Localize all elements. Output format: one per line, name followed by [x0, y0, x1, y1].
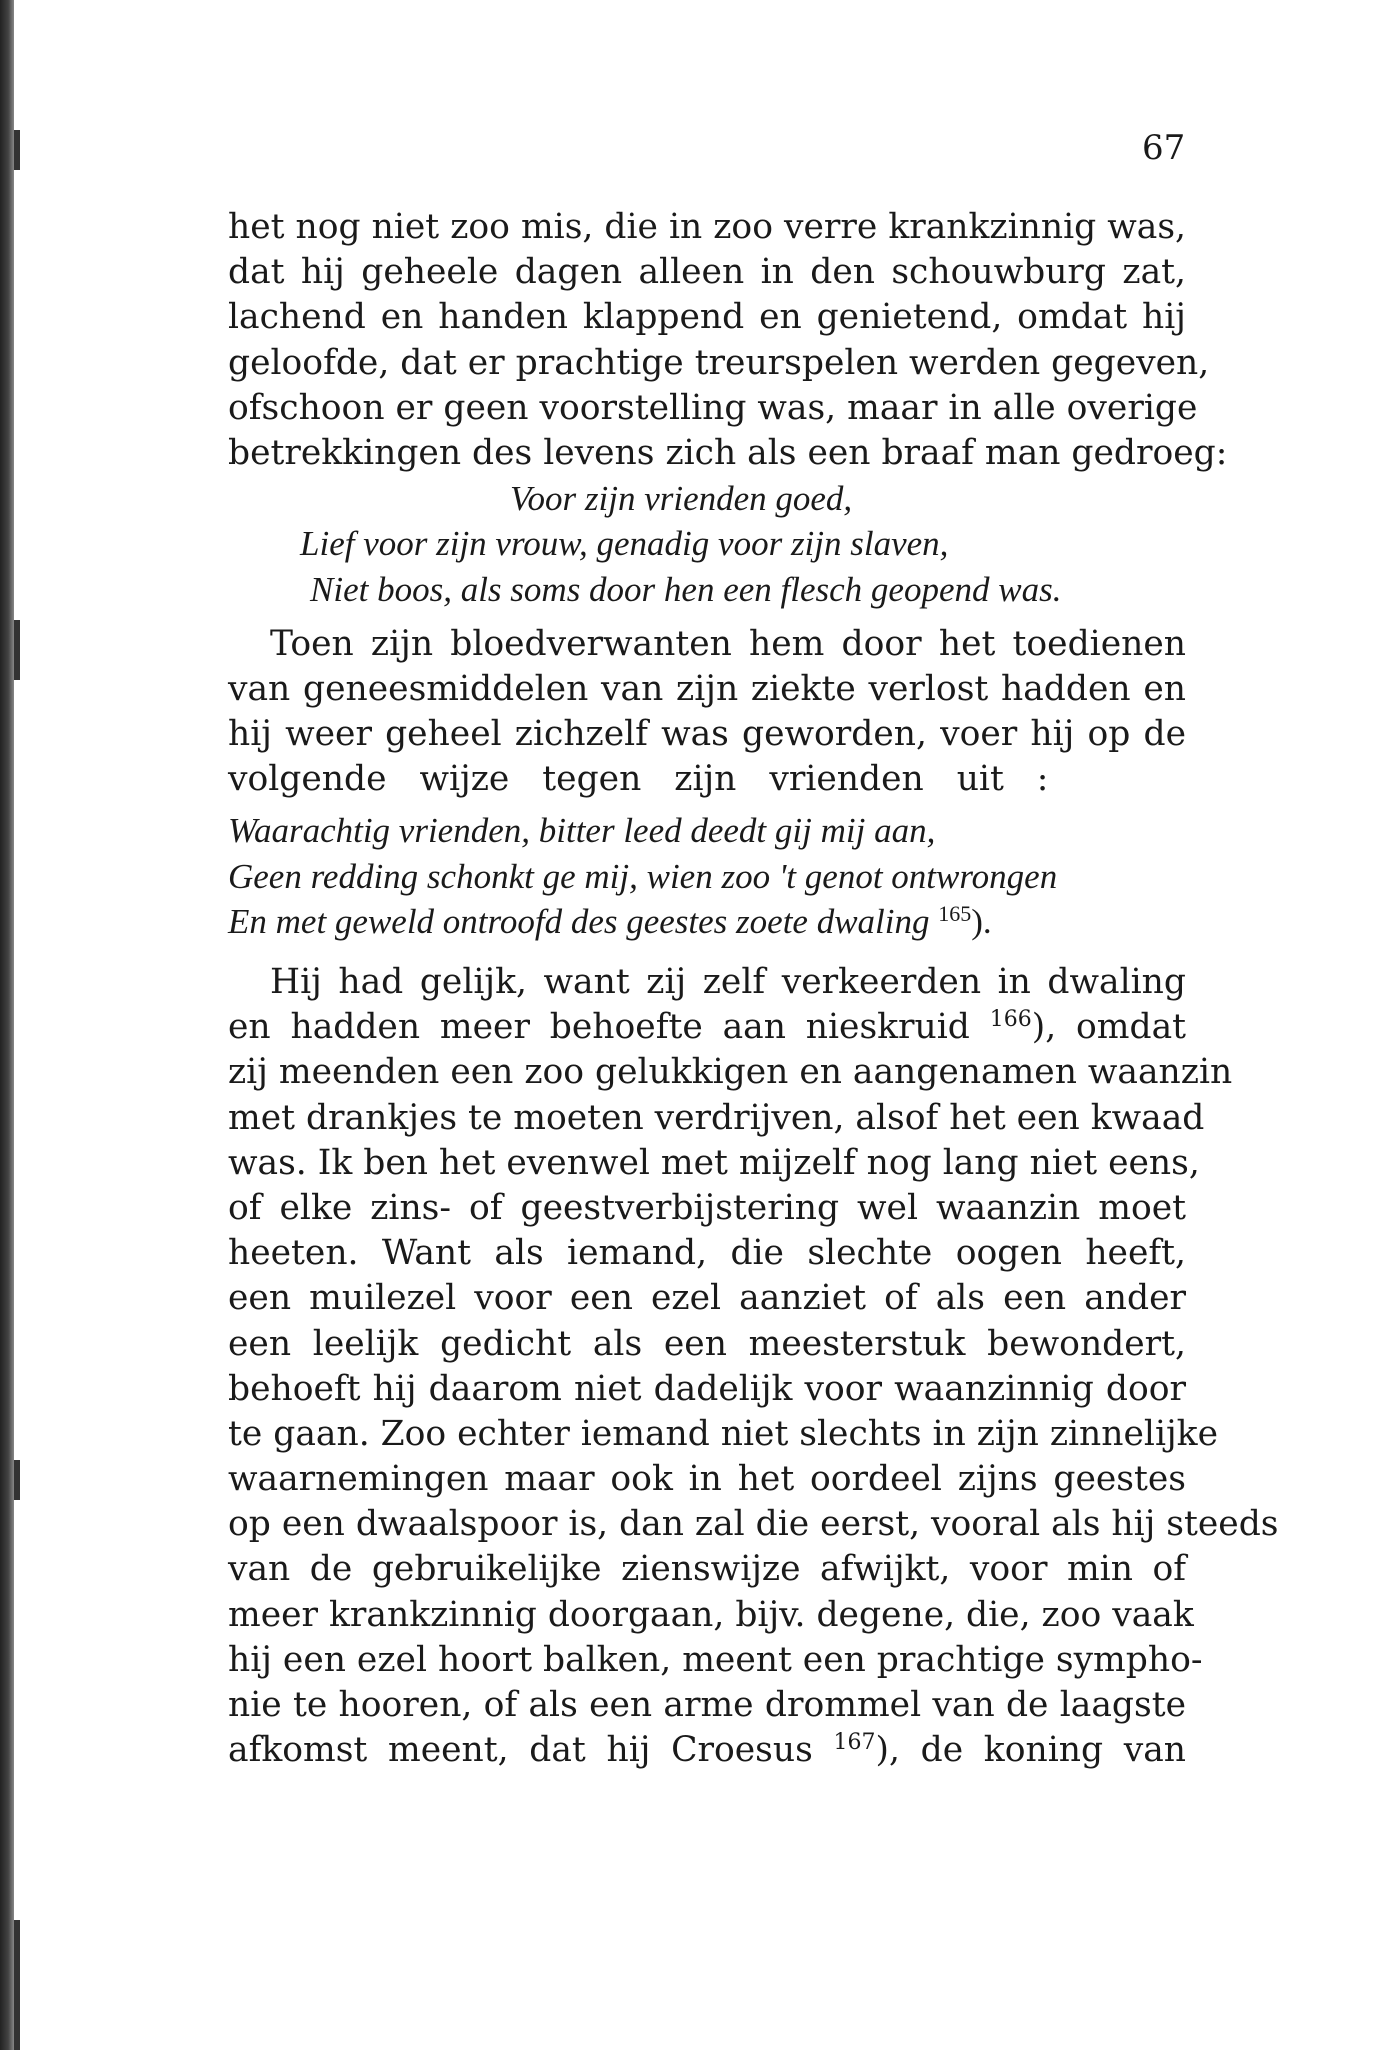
text-line: was. Ik ben het evenwel met mijzelf nog lang niet eens, [228, 1142, 1200, 1183]
text-line: nie te hooren, of als een arme drommel van de laagste [228, 1685, 1186, 1725]
text-line: op een dwaalspoor is, dan zal die eerst, vooral als hij steeds [228, 1504, 1279, 1545]
verse-line: Waarachtig vrienden, bitter leed deedt gij mij aan, [228, 811, 936, 851]
text-line: het nog niet zoo mis, die in zoo verre krankzinnig was, [228, 207, 1186, 247]
text-line-content: en hadden meer behoefte aan nieskruid [228, 1007, 970, 1048]
book-spine-shadow [0, 0, 14, 2050]
spine-mark [14, 1460, 20, 1500]
text-line: behoeft hij daarom niet dadelijk voor waanzinnig door [228, 1368, 1186, 1409]
verse-line: Geen redding schonkt ge mij, wien zoo 't genot ontwrongen [228, 856, 1058, 896]
text-line [228, 757, 1186, 802]
footnote-marker: 165 [938, 900, 972, 926]
text-line [228, 1728, 1186, 1773]
text-line: betrekkingen des levens zich als een braaf man gedroeg: [228, 432, 1228, 473]
paragraph-1 [228, 205, 1228, 476]
verse-quote-2 [228, 808, 1186, 944]
text-line: ofschoon er geen voorstelling was, maar in alle overige [228, 387, 1198, 428]
text-line: of elke zins- of geestverbijstering wel waanzin moet [228, 1187, 1186, 1228]
page-body [228, 205, 1279, 1773]
text-line: van geneesmiddelen van zijn ziekte verlost hadden en [228, 668, 1186, 709]
text-line: heeten. Want als iemand, die slechte oogen heeft, [228, 1233, 1186, 1274]
text-line-content: afkomst meent, dat hij Croesus [228, 1730, 813, 1771]
text-line: dat hij geheele dagen alleen in den schouwburg zat, [228, 252, 1186, 293]
text-line: geloofde, dat er prachtige treurspelen werden gegeven, [228, 342, 1210, 383]
verse-line: Lief voor zijn vrouw, genadig voor zijn slaven, [300, 524, 949, 564]
text-line-tail: ), de koning van [875, 1730, 1186, 1771]
paragraph-3 [228, 960, 1279, 1773]
footnote-marker: 166 [989, 1007, 1032, 1033]
text-line: Hij had gelijk, want zij zelf verkeerden in dwaling [270, 962, 1186, 1002]
text-line: te gaan. Zoo echter iemand niet slechts in zijn zinnelijke [228, 1413, 1219, 1454]
verse-line [228, 899, 1186, 944]
verse-quote-1 [228, 476, 1186, 612]
spine-mark [14, 130, 20, 170]
spine-mark [14, 1920, 20, 2050]
text-line: waarnemingen maar ook in het oordeel zijns geestes [228, 1459, 1186, 1500]
verse-line-content: En met geweld ontroofd des geestes zoete dwaling [228, 901, 930, 941]
text-line: een muilezel voor een ezel aanziet of als een ander [228, 1278, 1186, 1319]
paragraph-2 [228, 622, 1186, 803]
spine-mark [14, 620, 20, 680]
footnote-marker: 167 [833, 1730, 876, 1756]
text-line: lachend en handen klappend en genietend, omdat hij [228, 297, 1186, 338]
text-line: hij weer geheel zichzelf was geworden, voer hij op de [228, 714, 1186, 755]
text-line: hij een ezel hoort balken, meent een prachtige sympho- [228, 1639, 1203, 1680]
text-line [228, 1005, 1186, 1050]
page-number: 67 [1142, 128, 1186, 168]
text-line: Toen zijn bloedverwanten hem door het toedienen [270, 623, 1186, 664]
text-line: zij meenden een zoo gelukkigen en aangenamen waanzin [228, 1052, 1233, 1093]
text-line-tail: ), omdat [1031, 1007, 1187, 1048]
text-line: van de gebruikelijke zienswijze afwijkt, voor min of [228, 1549, 1186, 1590]
verse-line: Voor zijn vrienden goed, [510, 479, 853, 519]
text-line: meer krankzinnig doorgaan, bijv. degene, die, zoo vaak [228, 1594, 1194, 1635]
verse-line-tail: ). [971, 901, 992, 941]
text-line: een leelijk gedicht als een meesterstuk bewondert, [228, 1323, 1186, 1364]
text-line-content: volgende wijze tegen zijn vrienden uit : [228, 759, 1049, 800]
text-line: met drankjes te moeten verdrijven, alsof het een kwaad [228, 1097, 1205, 1138]
verse-line: Niet boos, als soms door hen een flesch geopend was. [310, 569, 1062, 609]
